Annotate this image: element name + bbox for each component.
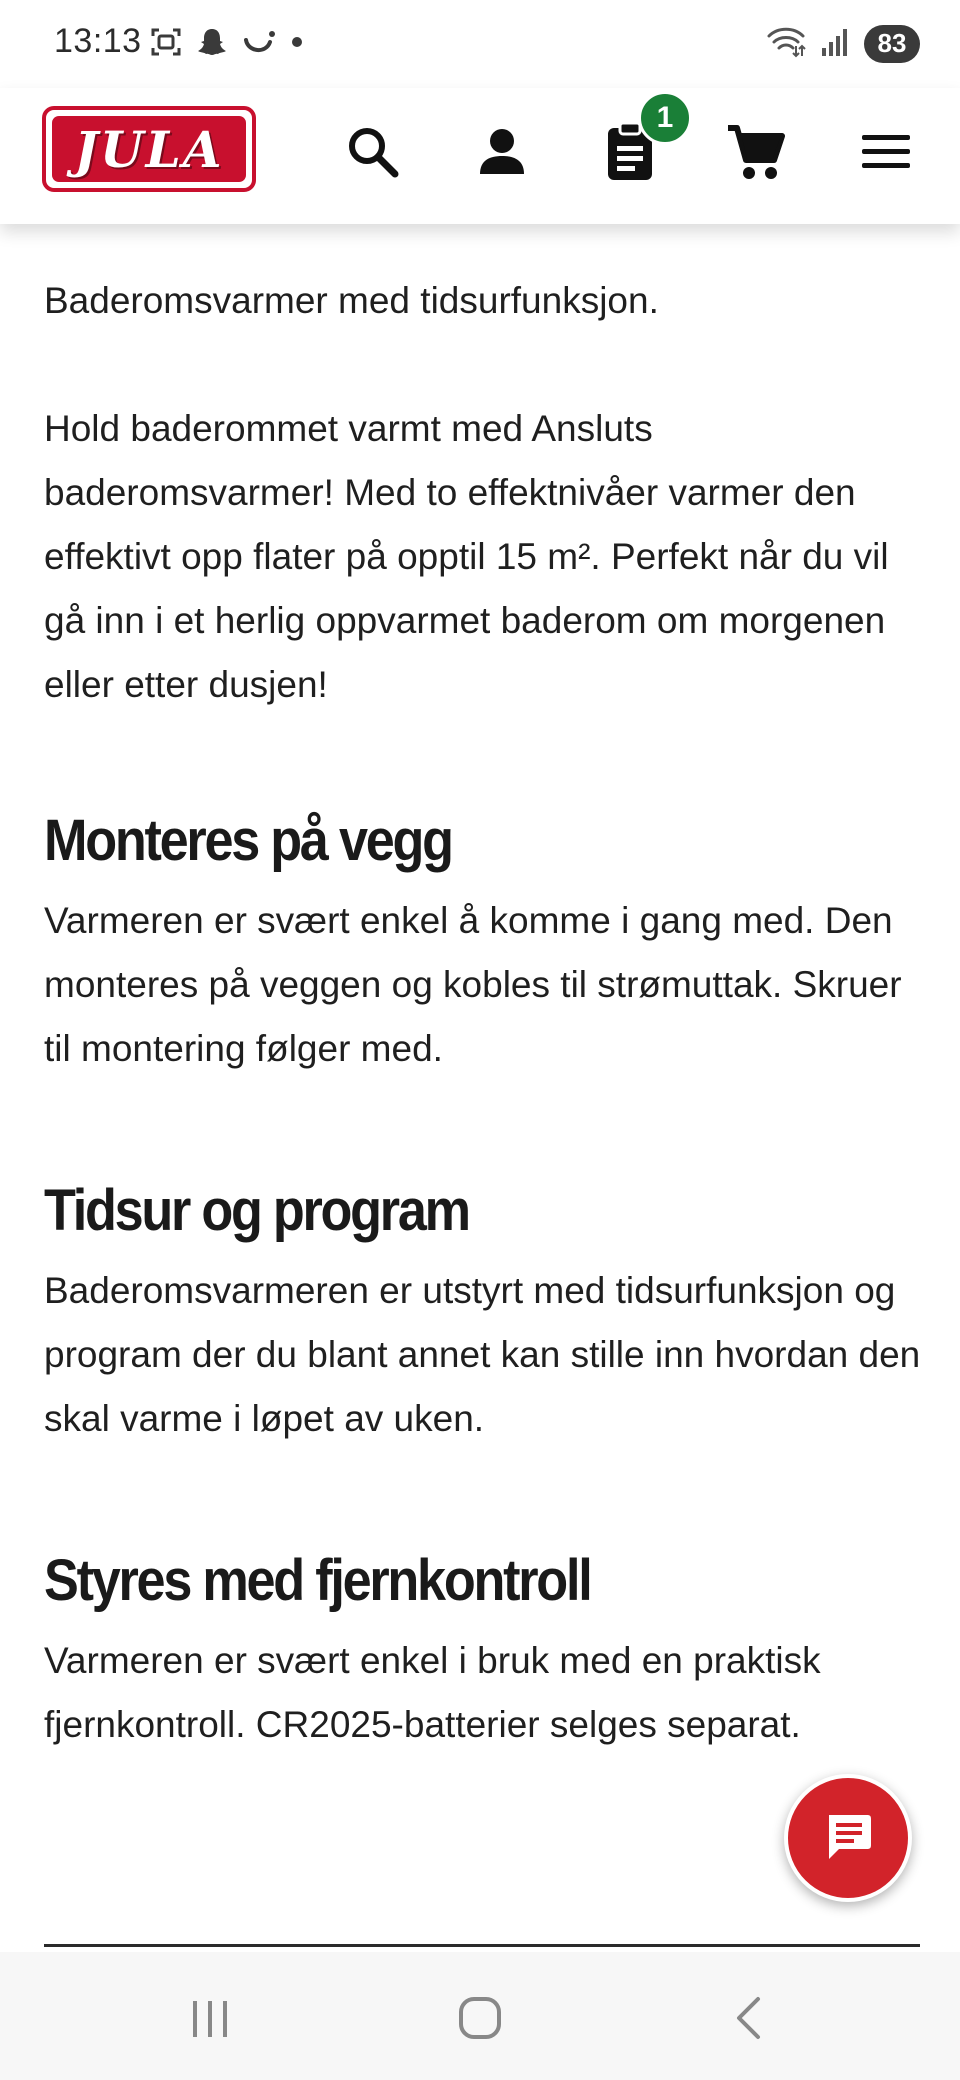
smile-icon xyxy=(242,26,276,63)
chat-button[interactable] xyxy=(784,1774,912,1902)
section-heading-mounting: Monteres på vegg xyxy=(44,808,452,873)
dot-icon xyxy=(290,26,304,63)
cart-icon[interactable] xyxy=(720,116,792,188)
status-time: 13:13 xyxy=(54,22,142,60)
chat-icon xyxy=(821,1809,875,1868)
signal-icon xyxy=(820,24,850,63)
cart-count-badge: 1 xyxy=(638,91,692,145)
section-heading-timer: Tidsur og program xyxy=(44,1178,469,1243)
menu-icon[interactable] xyxy=(850,116,922,188)
section-heading-remote: Styres med fjernkontroll xyxy=(44,1548,591,1613)
search-icon[interactable] xyxy=(337,116,409,188)
status-bar xyxy=(0,0,960,88)
recent-apps-icon[interactable] xyxy=(178,1986,242,2050)
home-icon[interactable] xyxy=(448,1986,512,2050)
section-text-remote: Varmeren er svært enkel i bruk med en praktisk fjernkontroll. CR2025-batterier selges separat. xyxy=(44,1640,821,1745)
battery-indicator: 83 xyxy=(864,25,920,63)
jula-logo[interactable] xyxy=(42,106,256,192)
section-divider xyxy=(44,1944,920,1947)
logo-badge xyxy=(52,116,246,182)
back-icon[interactable] xyxy=(718,1986,782,2050)
logo-text: JULA xyxy=(74,119,224,179)
intro-text: Baderomsvarmer med tidsurfunksjon. xyxy=(44,280,659,321)
section-text-mounting: Varmeren er svært enkel å komme i gang med. Den monteres på veggen og kobles til strømuttak. Skruer til montering følger med. xyxy=(44,900,902,1069)
site-header xyxy=(0,88,960,224)
status-icons-left xyxy=(150,26,304,63)
status-icons-right xyxy=(766,24,920,63)
account-icon[interactable] xyxy=(466,116,538,188)
snapchat-icon xyxy=(196,26,228,63)
description-paragraph: Hold baderommet varmt med Ansluts baderomsvarmer! Med to effektnivåer varmer den effektivt opp flater på opptil 15 m². Perfekt når du vil gå inn i et herlig oppvarmet baderom om morgenen eller etter dusjen! xyxy=(44,408,889,705)
system-navigation-bar xyxy=(0,1952,960,2080)
product-description xyxy=(44,224,924,1757)
section-text-timer: Baderomsvarmeren er utstyrt med tidsurfunksjon og program der du blant annet kan stille inn hvordan den skal varme i løpet av uken. xyxy=(44,1270,921,1439)
screenshot-icon xyxy=(150,26,182,63)
wifi-icon xyxy=(766,24,806,63)
